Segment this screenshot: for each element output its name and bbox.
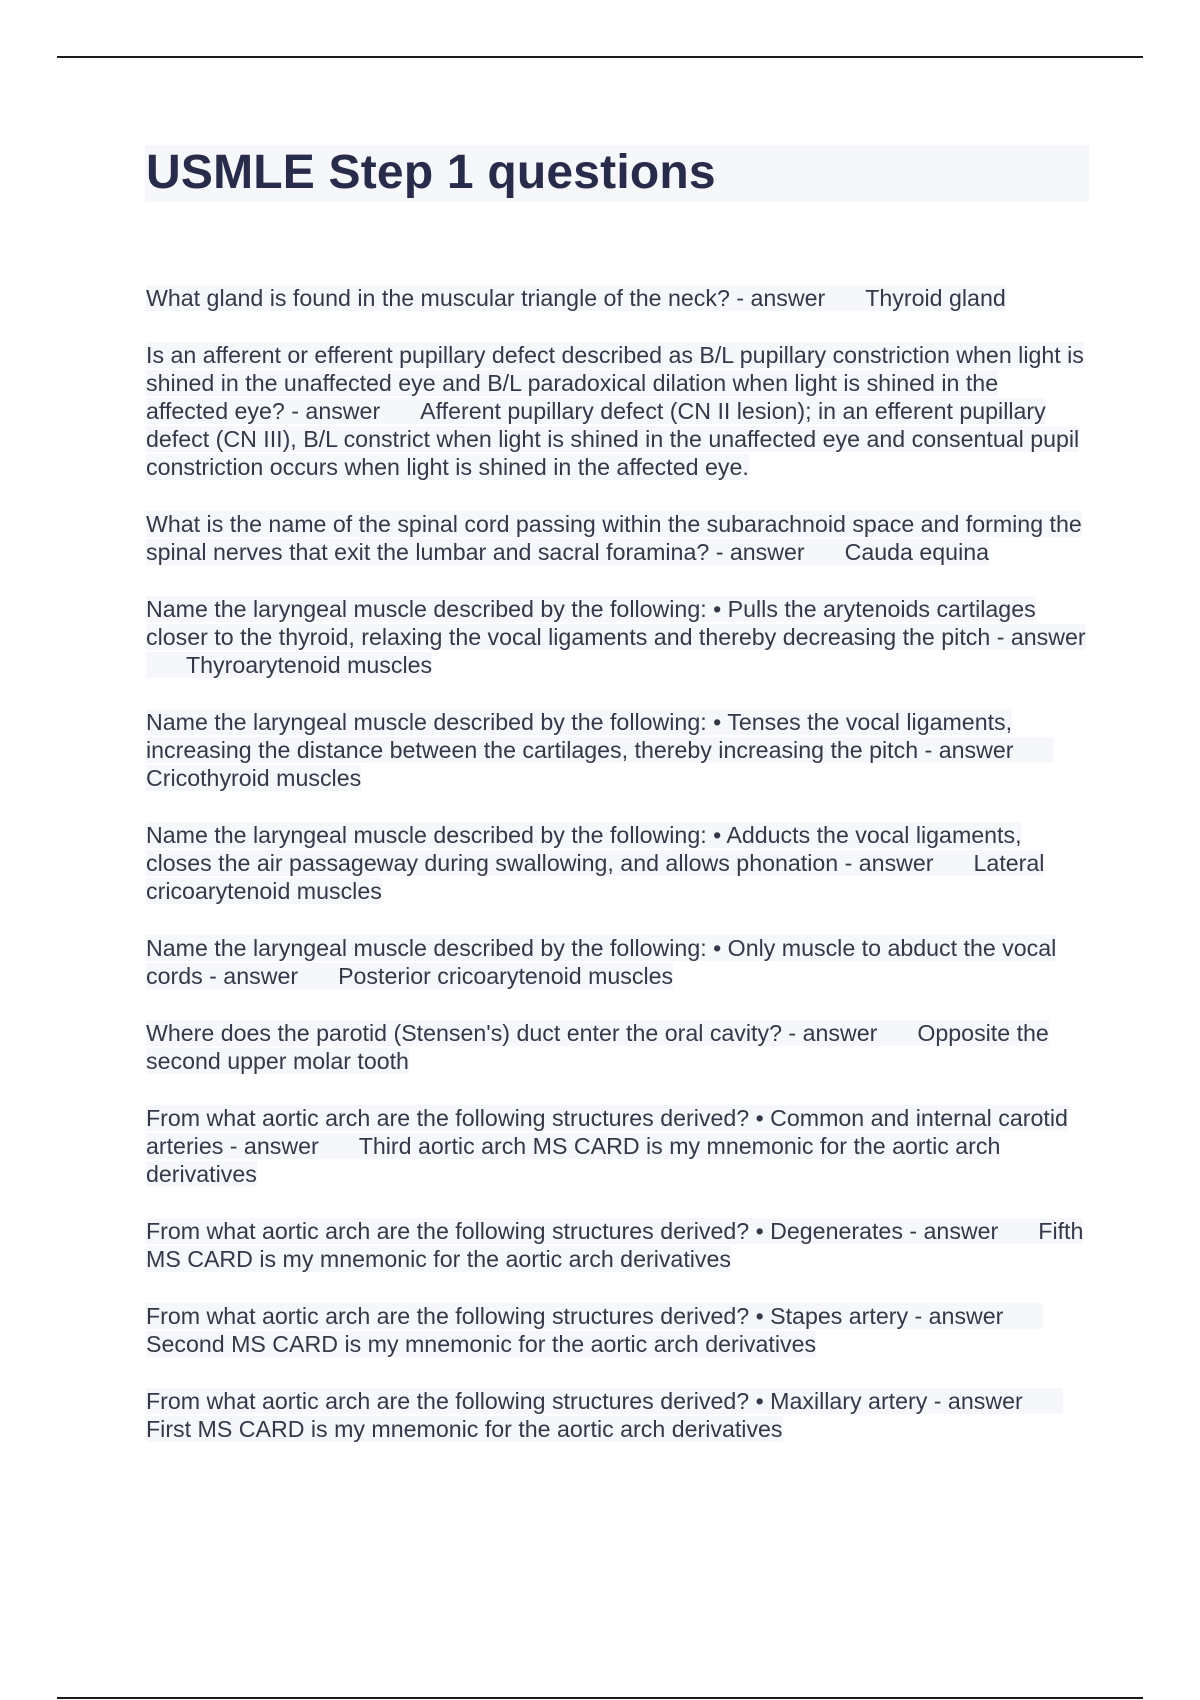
answer-text: Third aortic arch MS CARD is my mnemonic for the aortic arch derivatives bbox=[146, 1133, 1001, 1187]
answer-text: Fifth MS CARD is my mnemonic for the aortic arch derivatives bbox=[146, 1218, 1084, 1272]
page-title: USMLE Step 1 questions bbox=[146, 146, 716, 199]
top-rule bbox=[57, 56, 1143, 58]
question-text: From what aortic arch are the following structures derived? • Maxillary artery bbox=[146, 1388, 928, 1414]
question-text: From what aortic arch are the following structures derived? • Stapes artery bbox=[146, 1303, 909, 1329]
answer-text: Lateral cricoarytenoid muscles bbox=[146, 850, 1045, 904]
qa-item bbox=[146, 821, 1086, 905]
qa-item bbox=[146, 284, 1086, 312]
answer-label: - answer bbox=[202, 963, 299, 989]
answer-text: Cauda equina bbox=[844, 539, 990, 565]
question-text: What gland is found in the muscular triangle of the neck? bbox=[146, 285, 730, 311]
answer-label: - answer bbox=[729, 285, 826, 311]
qa-item bbox=[146, 1019, 1086, 1075]
answer-text: Afferent pupillary defect (CN II lesion); in an efferent pupillary defect (CN III), B/L constrict when light is shined in the unaffected eye and consentual pupil constriction occurs when light is shined in the affected eye. bbox=[146, 398, 1080, 480]
bottom-rule bbox=[57, 1697, 1143, 1699]
answer-text: Opposite the second upper molar tooth bbox=[146, 1020, 1049, 1074]
answer-label: - answer bbox=[709, 539, 805, 565]
qa-item bbox=[146, 510, 1086, 566]
answer-text: First MS CARD is my mnemonic for the aortic arch derivatives bbox=[146, 1416, 783, 1442]
answer-label: - answer bbox=[918, 737, 1014, 763]
question-text: From what aortic arch are the following structures derived? • Degenerates bbox=[146, 1218, 903, 1244]
question-text: Is an afferent or efferent pupillary defect described as B/L pupillary constriction when light is shined in the unaffected eye and B/L paradoxical dilation when light is shined in the affected eye? bbox=[146, 342, 1084, 424]
answer-text: Second MS CARD is my mnemonic for the aortic arch derivatives bbox=[146, 1331, 817, 1357]
question-text: Where does the parotid (Stensen's) duct enter the oral cavity? bbox=[146, 1020, 782, 1046]
qa-item bbox=[146, 1302, 1086, 1358]
question-text: Name the laryngeal muscle described by the following: • Tenses the vocal ligaments, increasing the distance between the cartilages, thereby increasing the pitch bbox=[146, 709, 1013, 763]
question-text: From what aortic arch are the following structures derived? • Common and internal carotid arteries bbox=[146, 1105, 1068, 1159]
answer-text: Cricothyroid muscles bbox=[146, 765, 362, 791]
answer-label: - answer bbox=[990, 624, 1086, 650]
qa-item bbox=[146, 1387, 1086, 1443]
qa-item bbox=[146, 1104, 1086, 1188]
answer-label: - answer bbox=[908, 1303, 1004, 1329]
question-text: Name the laryngeal muscle described by the following: • Adducts the vocal ligaments, closes the air passageway during swallowing, and allows phonation bbox=[146, 822, 1022, 876]
answer-label: - answer bbox=[902, 1218, 999, 1244]
answer-text: Thyroarytenoid muscles bbox=[186, 652, 433, 678]
answer-text: Posterior cricoarytenoid muscles bbox=[338, 963, 674, 989]
answer-text: Thyroid gland bbox=[865, 285, 1006, 311]
question-text: Name the laryngeal muscle described by the following: • Pulls the arytenoids cartilages closer to the thyroid, relaxing the vocal ligaments and thereby decreasing the pitch bbox=[146, 596, 1036, 650]
question-text: Name the laryngeal muscle described by the following: • Only muscle to abduct the vocal cords bbox=[146, 935, 1057, 989]
answer-label: - answer bbox=[838, 850, 934, 876]
qa-list bbox=[146, 284, 1086, 1472]
answer-label: - answer bbox=[927, 1388, 1023, 1414]
answer-label: - answer bbox=[781, 1020, 878, 1046]
answer-label: - answer bbox=[223, 1133, 319, 1159]
qa-item bbox=[146, 708, 1086, 792]
qa-item bbox=[146, 934, 1086, 990]
qa-item bbox=[146, 595, 1086, 679]
answer-label: - answer bbox=[284, 398, 381, 424]
qa-item bbox=[146, 341, 1086, 481]
question-text: What is the name of the spinal cord passing within the subarachnoid space and forming the spinal nerves that exit the lumbar and sacral foramina? bbox=[146, 511, 1082, 565]
qa-item bbox=[146, 1217, 1086, 1273]
